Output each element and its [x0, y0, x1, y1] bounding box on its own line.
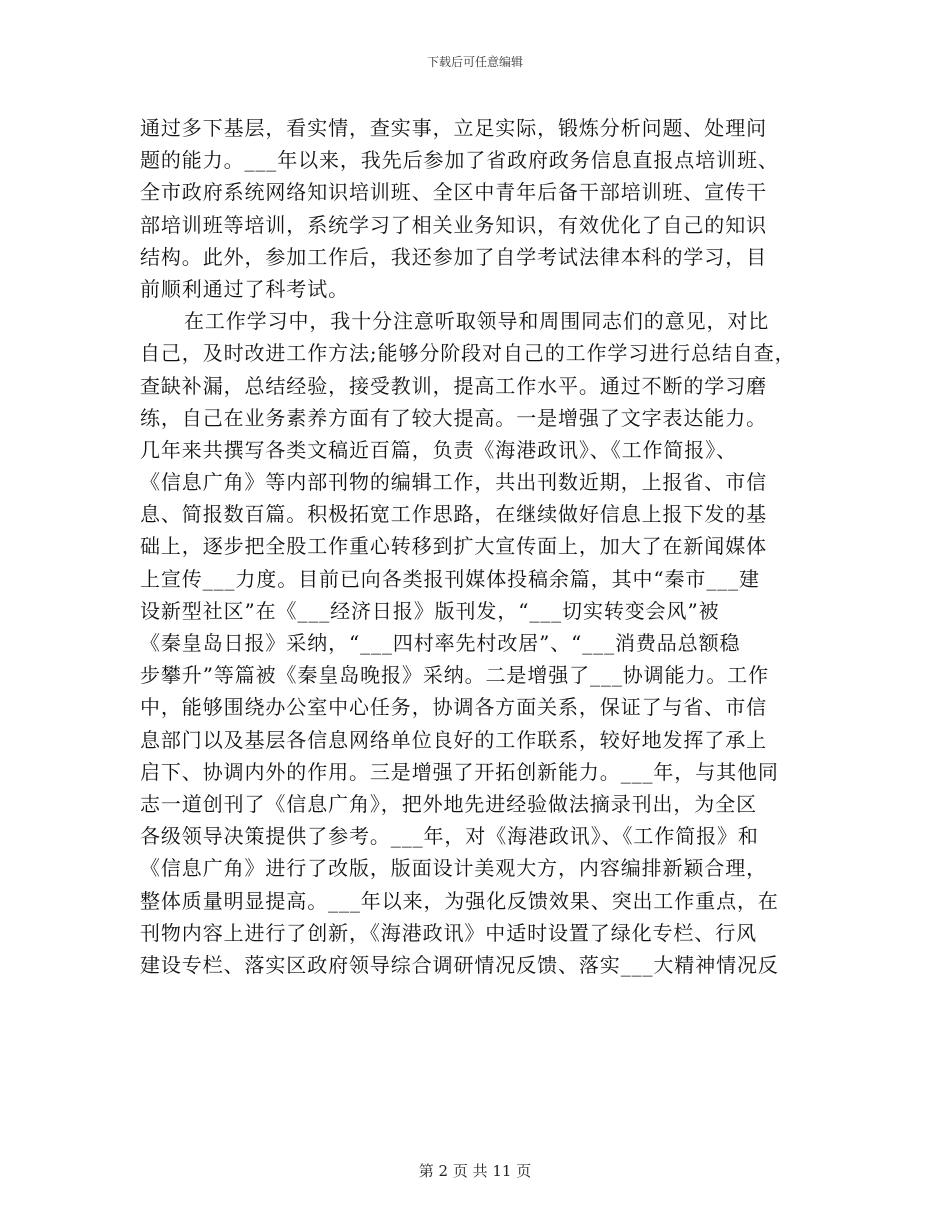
paragraph-start-line: 在工作学习中，我十分注意听取领导和周围同志们的意见，对比 — [184, 309, 770, 334]
document-body — [140, 112, 812, 981]
text-line: 全市政府系统网络知识培训班、全区中青年后备干部培训班、宣传干 — [140, 180, 767, 205]
text-line: 刊物内容上进行了创新，《海港政讯》中适时设置了绿化专栏、行风 — [140, 920, 757, 945]
page-number-footer: 第 2 页 共 11 页 — [418, 1162, 532, 1180]
text-line: 结构。此外，参加工作后，我还参加了自学考试法律本科的学习，目 — [140, 244, 767, 269]
text-line: 《信息广角》等内部刊物的编辑工作，共出刊数近期，上报省、市信 — [140, 470, 767, 495]
text-line: 题的能力。___年以来，我先后参加了省政府政务信息直报点培训班、 — [140, 148, 779, 173]
text-line: 查缺补漏，总结经验，接受教训，提高工作水平。通过不断的学习磨 — [140, 373, 767, 398]
text-line: 各级领导决策提供了参考。___年，对《海港政讯》、《工作简报》和 — [140, 824, 759, 849]
text-line: 《秦皇岛日报》采纳，“___四村率先村改居”、“___消费品总额稳 — [140, 631, 741, 655]
text-line: 整体质量明显提高。___年以来，为强化反馈效果、突出工作重点，在 — [140, 888, 779, 913]
text-line: 中，能够围绕办公室中心任务，协调各方面关系，保证了与省、市信 — [140, 695, 767, 720]
text-line: 自己，及时改进工作方法;能够分阶段对自己的工作学习进行总结自查， — [140, 341, 796, 366]
text-line: 建设专栏、落实区政府领导综合调研情况反馈、落实___大精神情况反 — [140, 952, 779, 977]
text-line: 息、简报数百篇。积极拓宽工作思路，在继续做好信息上报下发的基 — [140, 502, 767, 527]
text-line: 通过多下基层，看实情，查实事，立足实际，锻炼分析问题、处理问 — [140, 116, 767, 140]
text-line: 部培训班等培训，系统学习了相关业务知识，有效优化了自己的知识 — [140, 212, 767, 237]
text-line: 步攀升”等篇被《秦皇岛晚报》采纳。二是增强了___协调能力。工作 — [140, 663, 770, 688]
text-line: 前顺利通过了科考试。 — [140, 276, 349, 301]
text-line: 设新型社区”在《___经济日报》版刊发，“___切实转变会风”被 — [140, 598, 720, 623]
text-line: 《信息广角》进行了改版，版面设计美观大方，内容编排新颖合理， — [140, 856, 767, 881]
text-line: 启下、协调内外的作用。三是增强了开拓创新能力。___年，与其他同 — [140, 759, 779, 784]
text-line: 几年来共撰写各类文稿近百篇，负责《海港政讯》、《工作简报》、 — [140, 437, 737, 462]
text-line: 础上，逐步把全股工作重心转移到扩大宣传面上，加大了在新闻媒体 — [140, 534, 767, 559]
text-line: 息部门以及基层各信息网络单位良好的工作联系，较好地发挥了承上 — [140, 727, 767, 752]
text-line: 练，自己在业务素养方面有了较大提高。一是增强了文字表达能力。 — [140, 405, 767, 430]
text-line: 上宣传___力度。目前已向各类报刊媒体投稿余篇，其中“秦市___建 — [140, 566, 760, 591]
page-header: 下载后可任意编辑 — [426, 55, 523, 69]
text-line: 志一道创刊了《信息广角》，把外地先进经验做法摘录刊出，为全区 — [140, 791, 757, 816]
